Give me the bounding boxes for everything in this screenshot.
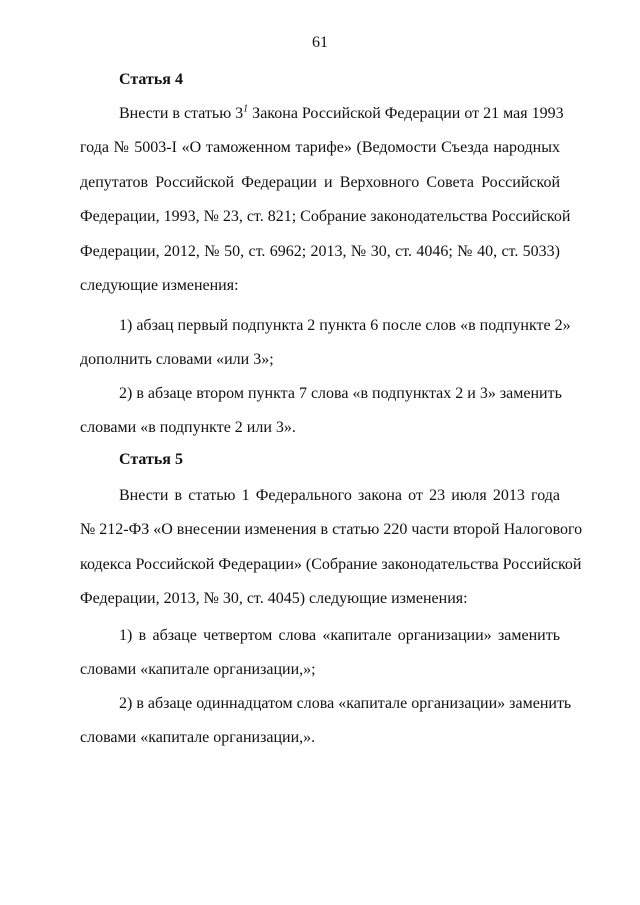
- article-4-intro-line: Федерации, 2012, № 50, ст. 6962; 2013, № 30, ст. 4046; № 40, ст. 5033): [80, 242, 560, 260]
- article-4-item-1-line: 1) абзац первый подпункта 2 пункта 6 после слов «в подпункте 2»: [119, 317, 571, 334]
- article-4-item-2: [80, 377, 560, 446]
- article-5-title: Статья 5: [119, 451, 183, 468]
- article-4-item-1: [80, 309, 571, 378]
- article-5-intro-line: Внести в статью 1 Федерального закона от 23 июля 2013 года: [119, 487, 560, 504]
- article-4-item-2-line: 2) в абзаце втором пункта 7 слова «в подпунктах 2 и 3» заменить: [119, 385, 562, 402]
- article-4-item-1-line: дополнить словами «или 3»;: [80, 351, 274, 369]
- article-5-intro-line: № 212-ФЗ «О внесении изменения в статью 220 части второй Налогового: [80, 521, 583, 539]
- article-5-item-1: [80, 619, 560, 688]
- article-5-intro: [80, 479, 583, 617]
- article-4-intro-line: депутатов Российской Федерации и Верховного Совета Российской: [80, 173, 560, 191]
- article-5-intro-line: Федерации, 2013, № 30, ст. 4045) следующие изменения:: [80, 590, 468, 608]
- page-number: 61: [312, 34, 328, 51]
- article-4-intro-line: года № 5003-I «О таможенном тарифе» (Ведомости Съезда народных: [80, 139, 560, 157]
- article-5-item-2-line: словами «капитале организации,».: [80, 729, 316, 747]
- superscript-1: 1: [243, 103, 249, 115]
- article-5-intro-line: кодекса Российской Федерации» (Собрание законодательства Российской: [80, 555, 582, 573]
- article-4-intro: [80, 97, 571, 303]
- article-4-item-2-line: словами «в подпункте 2 или 3».: [80, 419, 296, 437]
- article-4-intro-line: Федерации, 1993, № 23, ст. 821; Собрание законодательства Российской: [80, 208, 571, 226]
- article-4-intro-line-1: Внести в статью $3^1$ Закона Российской Федерации от 21 мая 1993: [119, 103, 564, 122]
- article-5-item-1-line: словами «капитале организации,»;: [80, 661, 316, 679]
- article-5-item-1-line: 1) в абзаце четвертом слова «капитале организации» заменить: [119, 627, 560, 644]
- article-4-title: Статья 4: [119, 71, 183, 88]
- article-5-item-2-line: 2) в абзаце одиннадцатом слова «капитале организации» заменить: [119, 695, 572, 712]
- article-5-item-2: [80, 687, 572, 756]
- article-4-intro-line: следующие изменения:: [80, 277, 239, 295]
